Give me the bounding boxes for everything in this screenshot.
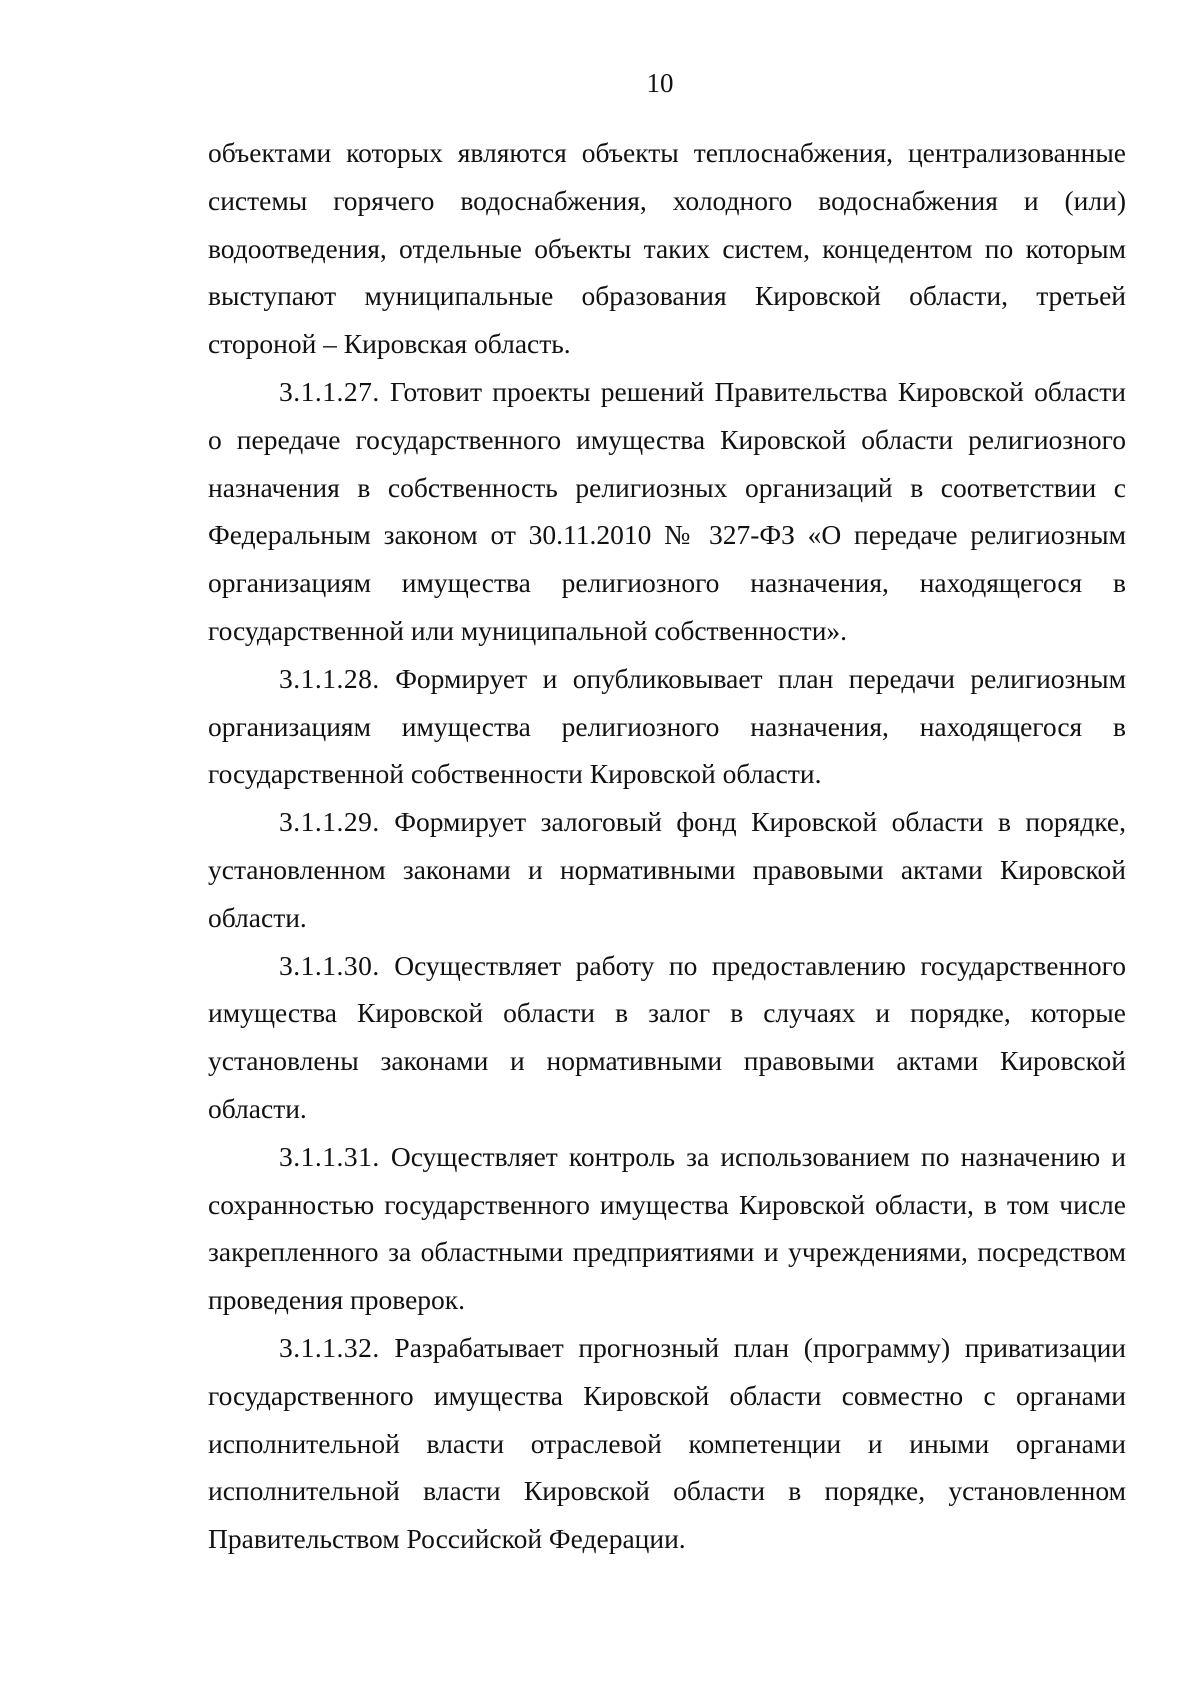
clause-number: 3.1.1.31. bbox=[279, 1140, 380, 1172]
clause-number: 3.1.1.27. bbox=[279, 375, 380, 407]
paragraph-text: Формирует и опубликовывает план передачи религиозным организациям имущества религиозного назначения, находящегося в государственной собственности Кировской области. bbox=[208, 662, 1126, 790]
paragraph-3-1-1-27 bbox=[208, 368, 1126, 655]
paragraph-3-1-1-28 bbox=[208, 655, 1126, 798]
document-body bbox=[208, 129, 1126, 1563]
paragraph-text: Осуществляет работу по предоставлению государственного имущества Кировской области в залог в случаях и порядке, которые установлены законами и нормативными правовыми актами Кировской области. bbox=[208, 949, 1126, 1124]
paragraph-3-1-1-32 bbox=[208, 1324, 1126, 1563]
paragraph-text: Готовит проекты решений Правительства Кировской области о передаче государственного имущества Кировской области религиозного назначения в собственность религиозных организаций в соответствии с Федеральным законом от 30.11.2010 № 327-ФЗ «О передаче религиозным организациям имущества религиозного назначения, находящегося в государственной или муниципальной собственности». bbox=[208, 375, 1127, 646]
paragraph-text: Разрабатывает прогнозный план (программу) приватизации государственного имущества Кировской области совместно с органами исполнительной власти отраслевой компетенции и иными органами исполнительной власти Кировской области в порядке, установленном Правительством Российской Федерации. bbox=[208, 1331, 1127, 1555]
paragraph-text: объектами которых являются объекты теплоснабжения, централизованные системы горячего водоснабжения, холодного водоснабжения и (или) водоотведения, отдельные объекты таких систем, концедентом по которым выступают муниципальные образования Кировской области, третьей стороной – Кировская область. bbox=[208, 137, 1126, 360]
clause-number: 3.1.1.30. bbox=[279, 949, 380, 981]
clause-number: 3.1.1.28. bbox=[279, 662, 380, 694]
clause-number: 3.1.1.32. bbox=[279, 1331, 380, 1363]
paragraph-continuation bbox=[208, 129, 1126, 368]
paragraph-text: Формирует залоговый фонд Кировской области в порядке, установленном законами и нормативными правовыми актами Кировской области. bbox=[208, 806, 1127, 933]
paragraph-text: Осуществляет контроль за использованием по назначению и сохранностью государственного имущества Кировской области, в том числе закрепленного за областными предприятиями и учреждениями, посредством проведения проверок. bbox=[208, 1140, 1127, 1316]
page-number: 10 bbox=[646, 68, 674, 98]
clause-number: 3.1.1.29. bbox=[279, 806, 380, 838]
paragraph-3-1-1-30 bbox=[208, 942, 1126, 1133]
paragraph-3-1-1-29 bbox=[208, 798, 1126, 941]
paragraph-3-1-1-31 bbox=[208, 1133, 1126, 1324]
